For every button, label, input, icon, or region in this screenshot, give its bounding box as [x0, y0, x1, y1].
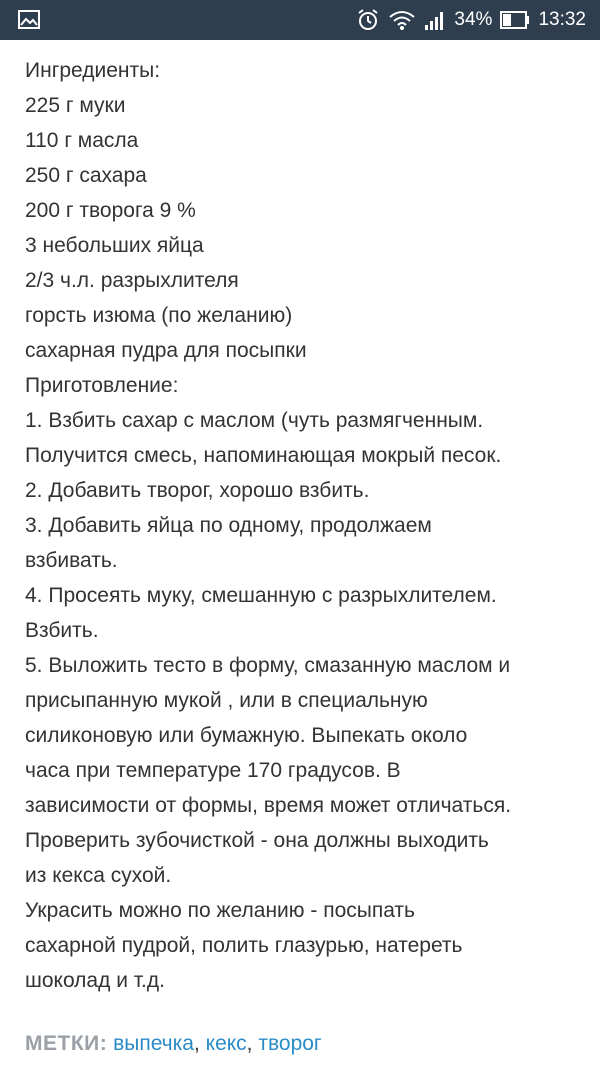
tag-link-tvorog[interactable]: творог — [258, 1032, 322, 1055]
battery-icon — [500, 11, 530, 29]
step-line: 4. Просеять муку, смешанную с разрыхлителем. — [25, 584, 497, 607]
step-line: Украсить можно по желанию - посыпать — [25, 899, 415, 922]
tag-separator: , — [193, 1032, 200, 1055]
step-line: 3. Добавить яйца по одному, продолжаем — [25, 514, 432, 537]
clock-time: 13:32 — [538, 9, 586, 30]
ingredient-line: 225 г муки — [25, 94, 126, 117]
ingredient-line: 3 небольших яйца — [25, 234, 204, 257]
status-bar — [0, 0, 600, 40]
step-line: зависимости от формы, время может отличаться. — [25, 794, 512, 817]
tag-separator: , — [246, 1032, 253, 1055]
step-line: из кекса сухой. — [25, 864, 172, 887]
wifi-icon — [388, 8, 416, 32]
step-line: силиконовую или бумажную. Выпекать около — [25, 724, 468, 747]
ingredient-line: 2/3 ч.л. разрыхлителя — [25, 269, 239, 292]
tags-label: МЕТКИ: — [25, 1032, 108, 1055]
step-line: 1. Взбить сахар с маслом (чуть размягченным. — [25, 409, 484, 432]
tags-row — [25, 1026, 322, 1061]
status-icons — [356, 0, 586, 40]
ingredients-heading: Ингредиенты: — [25, 59, 161, 82]
step-line: Взбить. — [25, 619, 99, 642]
ingredient-line: горсть изюма (по желанию) — [25, 304, 293, 327]
ingredient-line: сахарная пудра для посыпки — [25, 339, 307, 362]
step-line: 2. Добавить творог, хорошо взбить. — [25, 479, 370, 502]
ingredient-line: 250 г сахара — [25, 164, 147, 187]
step-line: шоколад и т.д. — [25, 969, 165, 992]
recipe-text — [25, 53, 585, 998]
gallery-icon — [18, 10, 40, 29]
step-line: Получится смесь, напоминающая мокрый песок. — [25, 444, 502, 467]
ingredient-line: 200 г творога 9 % — [25, 199, 196, 222]
step-line: Проверить зубочисткой - она должны выходить — [25, 829, 489, 852]
step-line: часа при температуре 170 градусов. В — [25, 759, 401, 782]
step-line: взбивать. — [25, 549, 118, 572]
tag-link-keks[interactable]: кекс — [205, 1032, 247, 1055]
tag-link-vypechka[interactable]: выпечка — [113, 1032, 194, 1055]
step-line: 5. Выложить тесто в форму, смазанную маслом и — [25, 654, 511, 677]
preparation-heading: Приготовление: — [25, 374, 179, 397]
signal-icon — [424, 9, 446, 31]
step-line: присыпанную мукой , или в специальную — [25, 689, 428, 712]
step-line: сахарной пудрой, полить глазурью, натереть — [25, 934, 463, 957]
alarm-icon — [356, 8, 380, 32]
battery-percent: 34% — [454, 9, 493, 30]
ingredient-line: 110 г масла — [25, 129, 139, 152]
